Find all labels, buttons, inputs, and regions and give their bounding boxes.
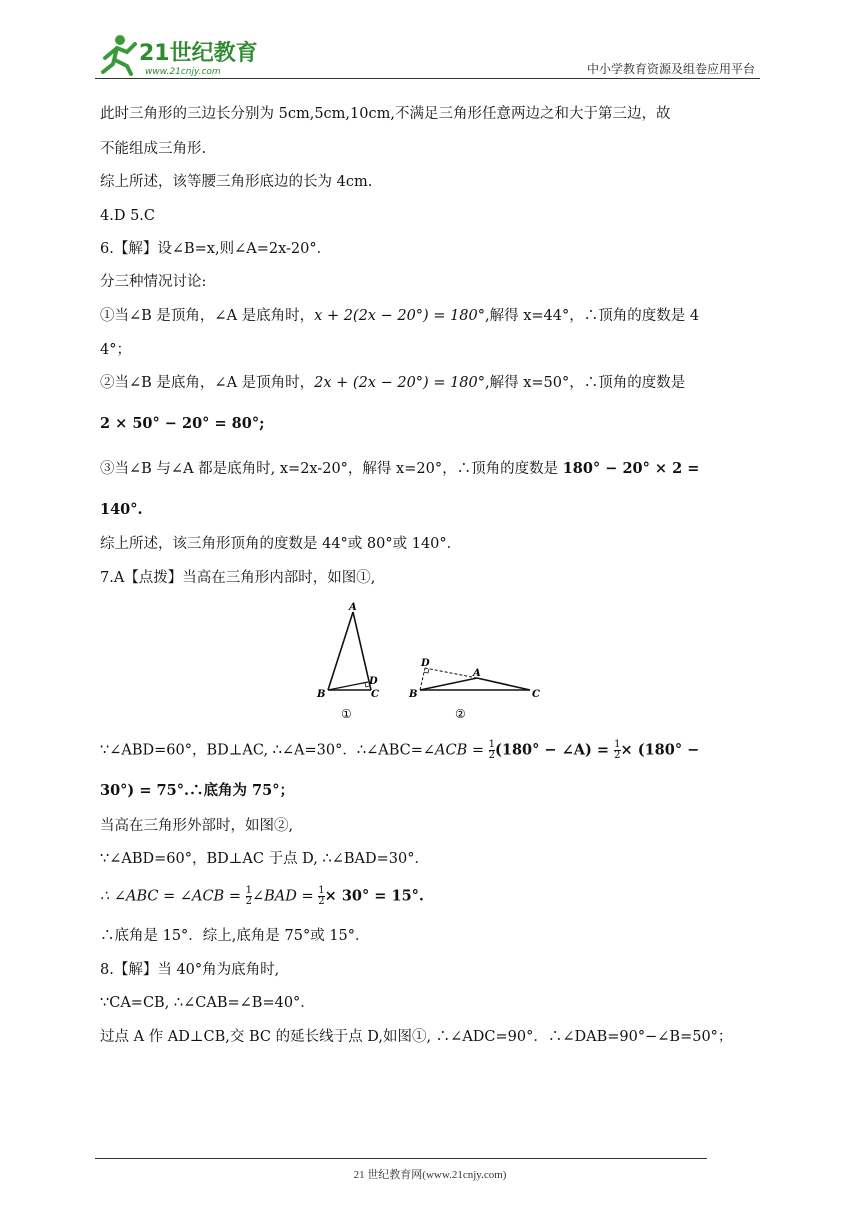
header-divider <box>95 78 760 79</box>
fraction-numerator: 1 <box>245 885 252 896</box>
page-footer: 21 世纪教育网(www.21cnjy.com) <box>353 1169 507 1181</box>
text-segment: ∵∠ABD=60°，BD⊥AC, ∴∠A=30°．∴∠ABC= <box>100 742 423 759</box>
equation-line: 2 × 50° − 20° = 80°; <box>100 415 265 432</box>
text-line: ∵∠ABD=60°，BD⊥AC 于点 D, ∴∠BAD=30°． <box>100 851 429 867</box>
equation: (180° − ∠A) = <box>495 741 615 759</box>
equation-line: 30°) = 75°.∴底角为 75°； <box>100 782 294 799</box>
text-line: 6.【解】设∠B=x,则∠A=2x-20°． <box>100 241 332 257</box>
text-segment: ,解得 x=50°，∴顶角的度数是 <box>485 375 686 391</box>
equation: × (180° − <box>620 741 700 759</box>
logo-text: 21世纪教育 <box>139 41 258 66</box>
vertex-label-d: D <box>369 676 378 687</box>
equation: 180° − 20° × 2 = <box>562 460 700 477</box>
equation: × 30° = 15°. <box>324 887 424 905</box>
text-line: 7.A【点拨】当高在三角形内部时，如图①, <box>100 570 376 586</box>
text-line: 8.【解】当 40°角为底角时, <box>100 962 280 978</box>
fraction-denominator: 2 <box>318 896 325 907</box>
vertex-label-a: A <box>349 602 357 613</box>
fraction-numerator: 1 <box>614 739 621 750</box>
text-segment: ,解得 x=44°，∴顶角的度数是 4 <box>485 308 700 324</box>
figure-2 <box>408 658 540 721</box>
fraction-numerator: 1 <box>488 739 495 750</box>
text-segment: ①当∠B 是顶角，∠A 是底角时， <box>100 308 315 324</box>
fraction-numerator: 1 <box>318 885 325 896</box>
site-logo <box>95 30 265 78</box>
figure-1 <box>316 602 379 721</box>
vertex-label-c: C <box>532 689 540 700</box>
vertex-label-b: B <box>409 689 418 700</box>
logo-url: www.21cnjy.com <box>145 67 221 77</box>
fraction-denominator: 2 <box>245 896 252 907</box>
text-line: 过点 A 作 AD⊥CB,交 BC 的延长线于点 D,如图①, ∴∠ADC=90°．∴∠DAB=90°−∠B=50°； <box>100 1029 733 1045</box>
vertex-label-b: B <box>317 689 326 700</box>
equation: ∴ ∠ABC = ∠ACB = <box>100 888 246 905</box>
equation: ∠BAD = <box>251 888 319 905</box>
text-line: 4.D 5.C <box>100 208 155 224</box>
equation-line: 140°. <box>100 501 143 518</box>
header-platform-text: 中小学教育资源及组卷应用平台 <box>586 62 755 76</box>
text-line: 当高在三角形外部时，如图②, <box>100 818 294 834</box>
text-line <box>100 740 699 761</box>
vertex-label-a: A <box>473 668 481 679</box>
text-line: 4°； <box>100 342 131 358</box>
text-line: ∵CA=CB, ∴∠CAB=∠B=40°． <box>100 995 315 1011</box>
figure-label-1: ① <box>341 707 352 721</box>
text-line: 综上所述，该三角形顶角的度数是 44°或 80°或 140°． <box>100 536 462 552</box>
triangle-figures <box>305 598 555 728</box>
text-line <box>100 886 424 907</box>
fraction-denominator: 2 <box>614 750 621 761</box>
text-line: 综上所述，该等腰三角形底边的长为 4cm. <box>100 174 373 190</box>
text-line <box>100 459 699 479</box>
fraction-denominator: 2 <box>488 750 495 761</box>
text-line: 分三种情况讨论: <box>100 274 207 290</box>
text-segment: ③当∠B 与∠A 都是底角时, x=2x-20°，解得 x=20°，∴顶角的度数是 <box>100 461 563 477</box>
vertex-label-d: D <box>421 658 430 669</box>
vertex-label-c: C <box>371 689 379 700</box>
page-header <box>95 30 765 80</box>
text-line <box>100 373 685 393</box>
text-line <box>100 306 699 326</box>
equation: 2x + (2x − 20°) = 180° <box>314 375 486 391</box>
equation: ∠ACB = <box>422 742 489 759</box>
text-line: ∴底角是 15°．综上,底角是 75°或 15°． <box>100 928 370 944</box>
text-segment: ②当∠B 是底角，∠A 是顶角时， <box>100 375 315 391</box>
text-line: 不能组成三角形. <box>100 141 207 157</box>
footer-divider <box>95 1158 707 1159</box>
figure-label-2: ② <box>455 707 466 721</box>
text-line: 此时三角形的三边长分别为 5cm,5cm,10cm,不满足三角形任意两边之和大于第三边，故 <box>100 106 671 122</box>
equation: x + 2(2x − 20°) = 180° <box>314 308 486 324</box>
